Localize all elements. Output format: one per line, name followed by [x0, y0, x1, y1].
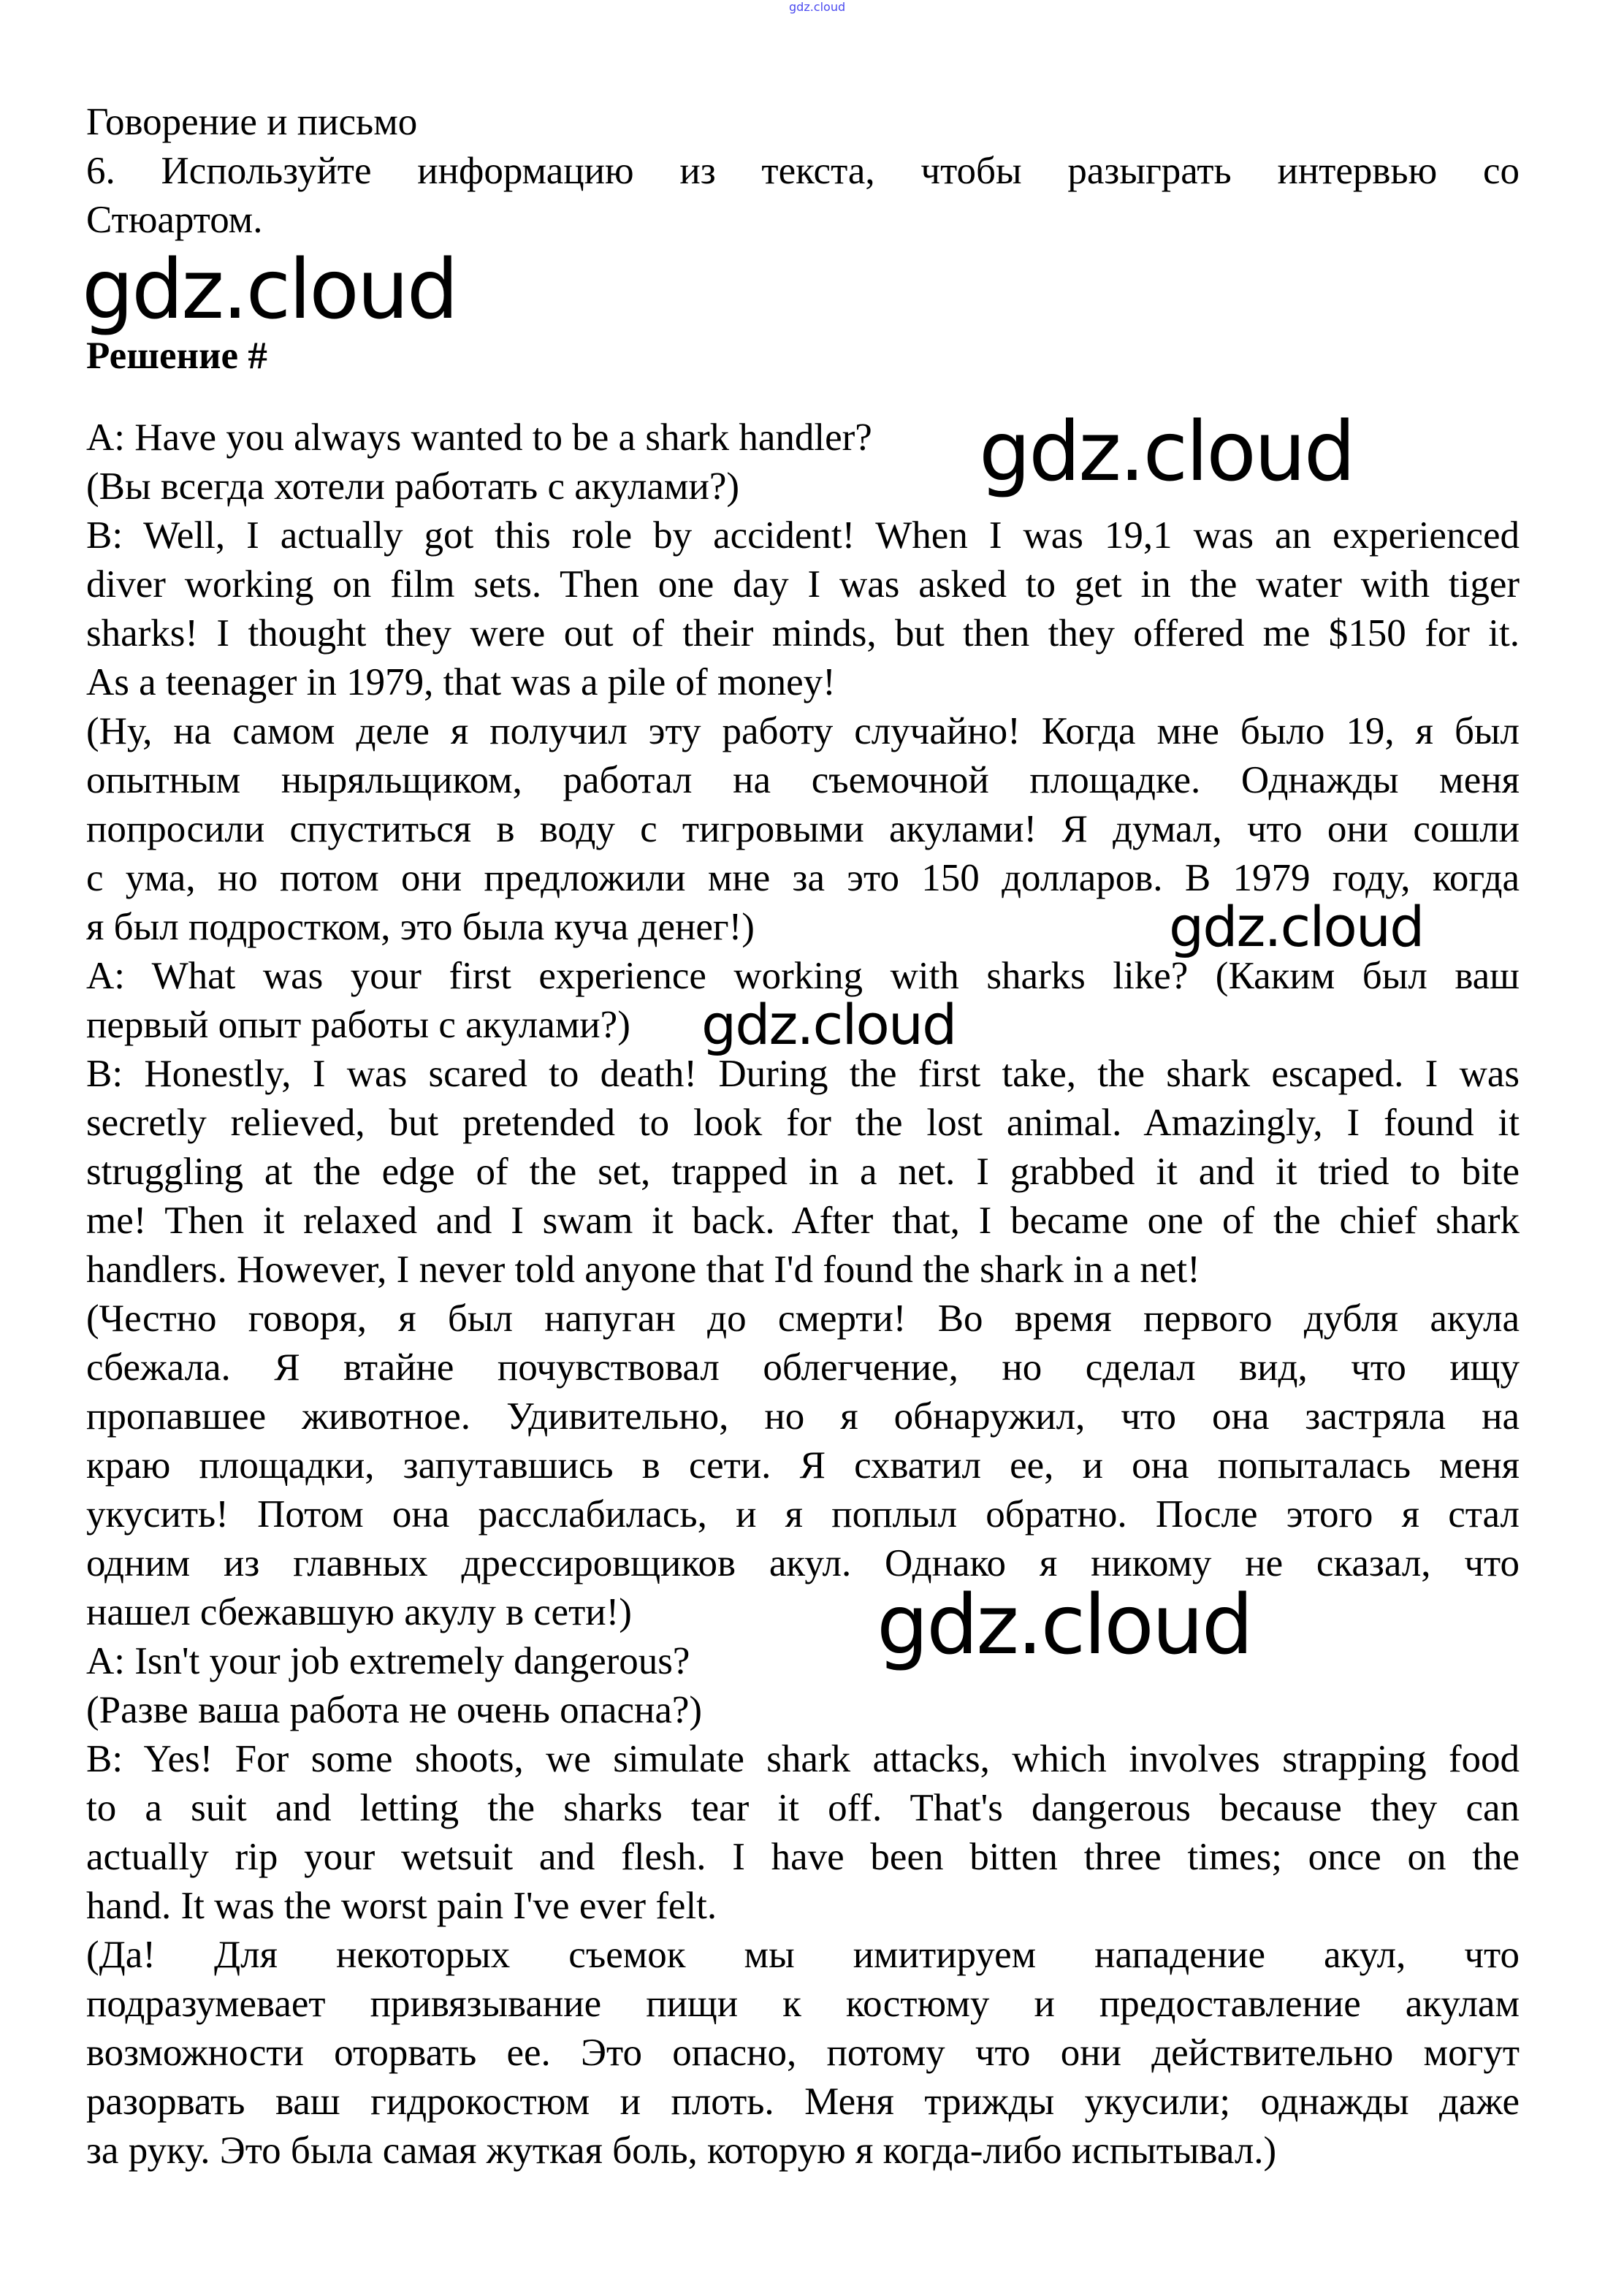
- dialogue-line: сбежала. Я втайне почувствовал облегчение, но сделал вид, что ищу: [86, 1346, 1520, 1389]
- dialogue-line: (Ну, на самом деле я получил эту работу случайно! Когда мне было 19, я был: [86, 710, 1520, 752]
- task-text: 6. Используйте информацию из текста, чтобы разыграть интервью со: [86, 150, 1520, 192]
- dialogue-line: As a teenager in 1979, that was a pile of money!: [86, 661, 836, 703]
- task-text: Стюартом.: [86, 199, 263, 241]
- dialogue-line: возможности оторвать ее. Это опасно, потому что они действительно могут: [86, 2032, 1520, 2074]
- dialogue-line: handlers. However, I never told anyone that I'd found the shark in a net!: [86, 1248, 1200, 1291]
- watermark: gdz.cloud: [1169, 894, 1424, 959]
- watermark: gdz.cloud: [701, 992, 956, 1057]
- dialogue-line: с ума, но потом они предложили мне за это 150 долларов. В 1979 году, когда: [86, 857, 1520, 899]
- dialogue-line: подразумевает привязывание пищи к костюму и предоставление акулам: [86, 1983, 1520, 2025]
- dialogue-line: первый опыт работы с акулами?): [86, 1004, 630, 1046]
- dialogue-line: to a suit and letting the sharks tear it off. That's dangerous because they can: [86, 1787, 1520, 1829]
- dialogue-line: struggling at the edge of the set, trapped in a net. I grabbed it and it tried to bite: [86, 1151, 1520, 1193]
- dialogue-line: actually rip your wetsuit and flesh. I have been bitten three times; once on the: [86, 1836, 1520, 1878]
- dialogue-line: A: Have you always wanted to be a shark handler?: [86, 416, 872, 459]
- watermark-top: gdz.cloud: [789, 0, 846, 14]
- watermark: gdz.cloud: [877, 1578, 1251, 1673]
- dialogue-line: укусить! Потом она расслабилась, и я поплыл обратно. После этого я стал: [86, 1493, 1520, 1536]
- dialogue-line: я был подростком, это была куча денег!): [86, 906, 755, 948]
- dialogue-line: B: Yes! For some shoots, we simulate shark attacks, which involves strapping food: [86, 1738, 1520, 1780]
- dialogue-line: B: Well, I actually got this role by accident! When I was 19,1 was an experienced: [86, 514, 1520, 557]
- dialogue-body: [86, 405, 1520, 2175]
- watermark-logo: gdz.cloud: [82, 243, 457, 337]
- dialogue-line: за руку. Это была самая жуткая боль, которую я когда-либо испытывал.): [86, 2129, 1277, 2172]
- dialogue-line: (Вы всегда хотели работать с акулами?): [86, 465, 739, 508]
- dialogue-line: diver working on film sets. Then one day I was asked to get in the water with tiger: [86, 563, 1520, 606]
- section-title: Говорение и письмо: [86, 101, 418, 143]
- task-header: [86, 98, 1520, 245]
- dialogue-line: secretly relieved, but pretended to look for the lost animal. Amazingly, I found it: [86, 1102, 1520, 1144]
- watermark: gdz.cloud: [979, 405, 1354, 500]
- dialogue-line: B: Honestly, I was scared to death! During the first take, the shark escaped. I was: [86, 1053, 1520, 1095]
- dialogue-line: пропавшее животное. Удивительно, но я обнаружил, что она застряла на: [86, 1395, 1520, 1438]
- solution-heading: Решение #: [86, 335, 267, 377]
- dialogue-line: попросили спуститься в воду с тигровыми акулами! Я думал, что они сошли: [86, 808, 1520, 850]
- dialogue-line: sharks! I thought they were out of their minds, but then they offered me $150 for it.: [86, 612, 1520, 655]
- dialogue-line: (Честно говоря, я был напуган до смерти! Во время первого дубля акула: [86, 1297, 1520, 1340]
- dialogue-line: опытным ныряльщиком, работал на съемочной площадке. Однажды меня: [86, 759, 1520, 801]
- dialogue-line: A: What was your first experience working with sharks like? (Каким был ваш: [86, 955, 1520, 997]
- dialogue-line: me! Then it relaxed and I swam it back. After that, I became one of the chief shark: [86, 1200, 1520, 1242]
- dialogue-line: разорвать ваш гидрокостюм и плоть. Меня трижды укусили; однажды даже: [86, 2080, 1520, 2123]
- dialogue-line: (Разве ваша работа не очень опасна?): [86, 1689, 703, 1731]
- dialogue-line: одним из главных дрессировщиков акул. Однако я никому не сказал, что: [86, 1542, 1520, 1584]
- dialogue-line: A: Isn't your job extremely dangerous?: [86, 1640, 690, 1682]
- dialogue-line: нашел сбежавшую акулу в сети!): [86, 1591, 632, 1633]
- dialogue-line: hand. It was the worst pain I've ever felt.: [86, 1885, 717, 1927]
- dialogue-line: краю площадки, запутавшись в сети. Я схватил ее, и она попыталась меня: [86, 1444, 1520, 1487]
- dialogue-line: (Да! Для некоторых съемок мы имитируем нападение акул, что: [86, 1934, 1520, 1976]
